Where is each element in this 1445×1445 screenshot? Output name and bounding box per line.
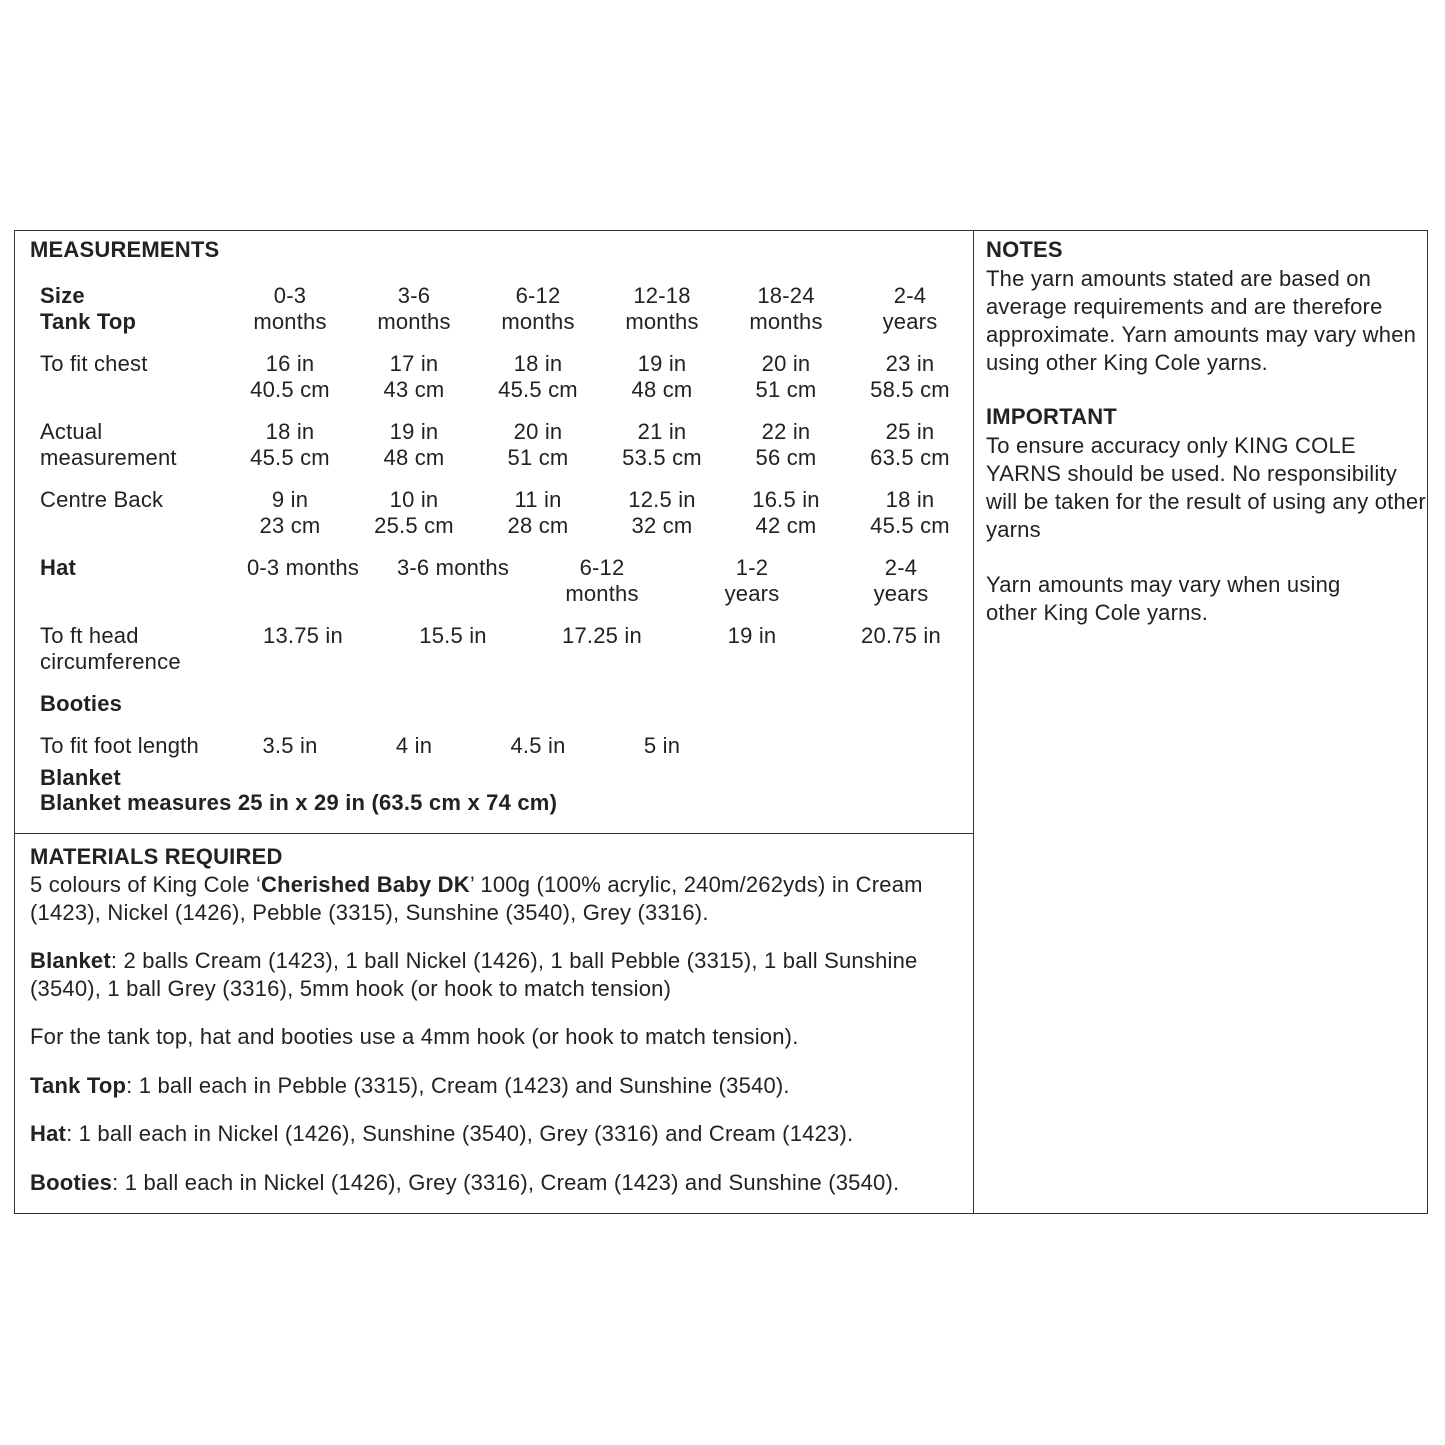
pattern-info-frame [14, 230, 1428, 1214]
actual-in: 18 in [265, 419, 315, 444]
size-col: 3-6 [397, 283, 431, 308]
actual-cm: 63.5 cm [870, 445, 950, 470]
foot-value: 4 in [395, 733, 433, 758]
actual-cm: 48 cm [383, 445, 445, 470]
head-value: 19 in [727, 623, 777, 648]
centre-back-cm: 45.5 cm [870, 513, 950, 538]
materials-hook: For the tank top, hat and booties use a 4mm hook (or hook to match tension). [30, 1024, 799, 1049]
hat-size: 2-4 [884, 555, 918, 580]
chest-label: To fit chest [40, 351, 148, 376]
measurements-section [15, 231, 974, 834]
booties-label: Booties [40, 691, 123, 716]
size-label: Size [40, 283, 85, 308]
foot-label: To fit foot length [40, 733, 199, 758]
head-label: To ft head [40, 623, 139, 648]
actual-label: measurement [40, 445, 177, 470]
chest-in: 18 in [513, 351, 563, 376]
centre-back-in: 16.5 in [752, 487, 820, 512]
blanket-measures: Blanket measures 25 in x 29 in (63.5 cm x 74 cm) [40, 790, 558, 815]
size-col: 2-4 [893, 283, 927, 308]
notes-text: The yarn amounts stated are based on average requirements and are therefore approximate. Yarn amounts may vary when using other King Cole yarns. [986, 266, 1417, 375]
booties-materials-label: Booties [30, 1170, 113, 1195]
centre-back-label: Centre Back [40, 487, 164, 512]
head-label: circumference [40, 649, 181, 674]
head-value: 20.75 in [861, 623, 941, 648]
foot-value: 3.5 in [262, 733, 318, 758]
centre-back-cm: 23 cm [259, 513, 321, 538]
size-col: years [882, 309, 938, 334]
chest-in: 23 in [885, 351, 935, 376]
tank-top-materials-label: Tank Top [30, 1073, 127, 1098]
chest-cm: 43 cm [383, 377, 445, 402]
size-col: 6-12 [515, 283, 561, 308]
foot-value: 5 in [643, 733, 681, 758]
chest-cm: 45.5 cm [498, 377, 578, 402]
size-col: months [749, 309, 823, 334]
materials-section [15, 834, 974, 1214]
actual-cm: 56 cm [755, 445, 817, 470]
centre-back-cm: 25.5 cm [374, 513, 454, 538]
centre-back-in: 10 in [389, 487, 439, 512]
materials-hat [30, 1120, 965, 1148]
hat-size: 6-12 [579, 555, 625, 580]
centre-back-cm: 28 cm [507, 513, 569, 538]
hat-size: 1-2 [735, 555, 769, 580]
actual-in: 22 in [761, 419, 811, 444]
actual-label: Actual [40, 419, 103, 444]
size-col: months [253, 309, 327, 334]
hat-materials-label: Hat [30, 1121, 67, 1146]
centre-back-in: 9 in [271, 487, 309, 512]
tank-top-materials-text: : 1 ball each in Pebble (3315), Cream (1423) and Sunshine (3540). [126, 1073, 790, 1098]
actual-cm: 53.5 cm [622, 445, 702, 470]
chest-in: 20 in [761, 351, 811, 376]
notes-section [974, 231, 1427, 1213]
centre-back-in: 18 in [885, 487, 935, 512]
yarn-name: Cherished Baby DK [261, 872, 470, 897]
chest-in: 19 in [637, 351, 687, 376]
important-heading: IMPORTANT [986, 404, 1117, 429]
size-col: months [377, 309, 451, 334]
chest-cm: 58.5 cm [870, 377, 950, 402]
actual-in: 20 in [513, 419, 563, 444]
materials-intro-pre: 5 colours of King Cole ‘ [30, 872, 262, 897]
centre-back-in: 12.5 in [628, 487, 696, 512]
centre-back-cm: 32 cm [631, 513, 693, 538]
size-col: months [625, 309, 699, 334]
head-value: 15.5 in [419, 623, 487, 648]
actual-cm: 51 cm [507, 445, 569, 470]
materials-heading: MATERIALS REQUIRED [30, 844, 283, 869]
notes-heading: NOTES [986, 237, 1063, 262]
hat-size: years [873, 581, 929, 606]
blanket-materials-text: : 2 balls Cream (1423), 1 ball Nickel (1426), 1 ball Pebble (3315), 1 ball Sunshine (3540), 1 ball Grey (3316), 5mm hook (or hook to match tension) [30, 948, 918, 1001]
blanket-label: Blanket [40, 765, 121, 790]
materials-tank-top [30, 1072, 965, 1100]
tank-top-label: Tank Top [40, 309, 137, 334]
actual-cm: 45.5 cm [250, 445, 330, 470]
size-col: 0-3 [273, 283, 307, 308]
important-text: To ensure accuracy only KING COLE YARNS should be used. No responsibility will be taken for the result of using any other yarns [986, 433, 1426, 542]
materials-booties [30, 1169, 965, 1197]
head-value: 13.75 in [263, 623, 343, 648]
booties-materials-text: : 1 ball each in Nickel (1426), Grey (3316), Cream (1423) and Sunshine (3540). [112, 1170, 900, 1195]
materials-intro-post: ’ 100g (100% acrylic, 240m/262yds) in Cream (1423), Nickel (1426), Pebble (3315), Sunshine (3540), Grey (3316). [30, 872, 923, 925]
size-col: 12-18 [633, 283, 691, 308]
foot-value: 4.5 in [510, 733, 566, 758]
hat-size: 3-6 months [396, 555, 510, 580]
actual-in: 21 in [637, 419, 687, 444]
size-col: months [501, 309, 575, 334]
hat-size: months [565, 581, 639, 606]
vary-text: Yarn amounts may vary when using other King Cole yarns. [986, 572, 1341, 625]
measurements-heading: MEASUREMENTS [30, 237, 220, 262]
chest-in: 17 in [389, 351, 439, 376]
hat-materials-text: : 1 ball each in Nickel (1426), Sunshine (3540), Grey (3316) and Cream (1423). [66, 1121, 854, 1146]
hat-size: 0-3 months [246, 555, 360, 580]
centre-back-cm: 42 cm [755, 513, 817, 538]
actual-in: 19 in [389, 419, 439, 444]
chest-in: 16 in [265, 351, 315, 376]
hat-size: years [724, 581, 780, 606]
head-value: 17.25 in [562, 623, 642, 648]
hat-label: Hat [40, 555, 77, 580]
actual-in: 25 in [885, 419, 935, 444]
blanket-materials-label: Blanket [30, 948, 111, 973]
chest-cm: 40.5 cm [250, 377, 330, 402]
materials-intro [30, 871, 960, 927]
materials-blanket [30, 947, 965, 1003]
chest-cm: 51 cm [755, 377, 817, 402]
size-col: 18-24 [757, 283, 815, 308]
centre-back-in: 11 in [514, 487, 562, 512]
chest-cm: 48 cm [631, 377, 693, 402]
